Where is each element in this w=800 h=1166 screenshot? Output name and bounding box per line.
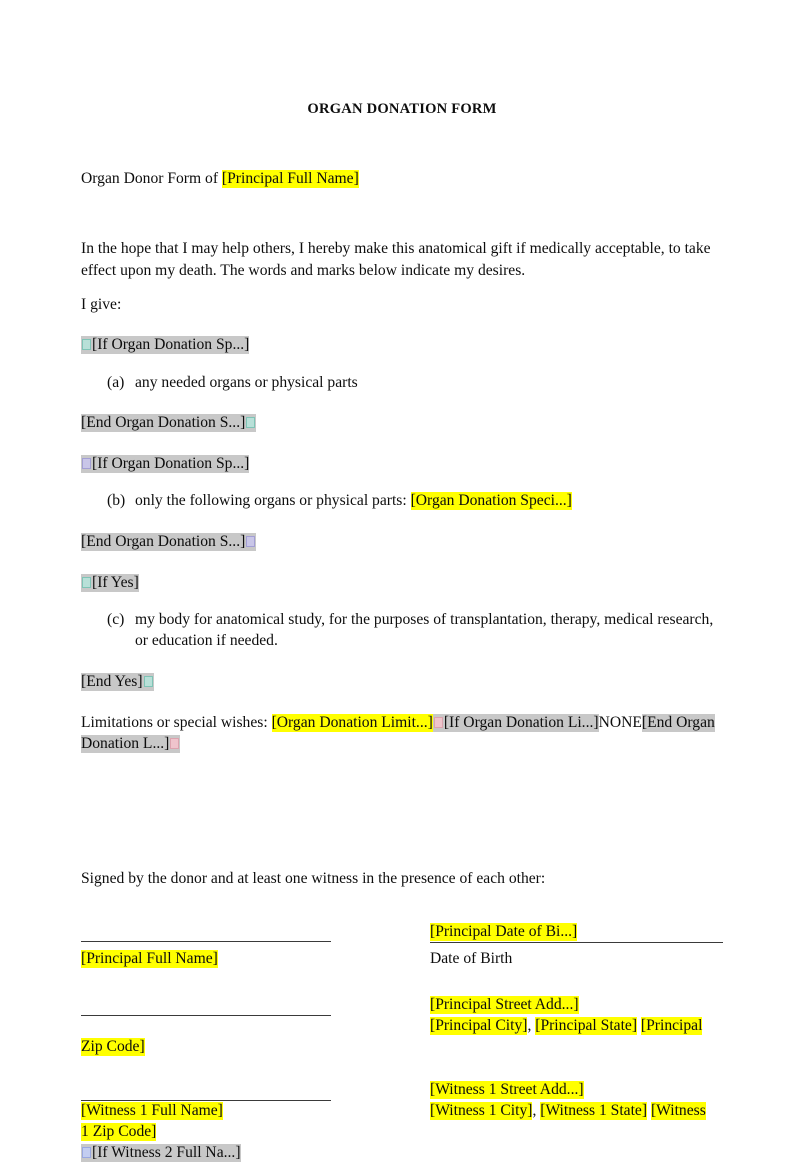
- list-item-c-label: (c): [107, 610, 125, 628]
- conditional-tag-label: [End Organ Donation S...]: [81, 533, 246, 551]
- conditional-tag-row-if-organ-donation-a: [81, 315, 723, 355]
- principal-address-line-group: [81, 994, 331, 1016]
- list-item-b-label: (b): [107, 491, 126, 509]
- city-state-separator: ,: [532, 1102, 541, 1120]
- conditional-tag-label: [End Organ Donation L...]: [81, 714, 715, 753]
- signed-by-statement: Signed by the donor and at least one witness in the presence of each other:: [81, 869, 546, 887]
- field-marker-icon: [144, 676, 153, 687]
- list-item-c: [81, 593, 723, 652]
- principal-signature-line-group: [81, 921, 331, 942]
- witness1-city-field[interactable]: [Witness 1 City]: [430, 1102, 533, 1120]
- principal-full-name-field[interactable]: [Principal Full Name]: [221, 170, 359, 187]
- conditional-tag-if-organ-donation-limitations[interactable]: [433, 714, 599, 732]
- field-marker-icon: [434, 717, 443, 728]
- principal-name-label-group: [81, 948, 331, 969]
- principal-date-of-birth-field[interactable]: [Principal Date of Bi...]: [430, 923, 578, 941]
- list-item-a-label: (a): [107, 373, 125, 391]
- witness1-signature-line-group: [81, 1079, 331, 1101]
- witness1-street-address-field[interactable]: [Witness 1 Street Add...]: [430, 1081, 584, 1099]
- conditional-tag-if-witness-2[interactable]: [81, 1144, 241, 1162]
- principal-dob-line-group: [430, 921, 723, 942]
- conditional-tag-if-organ-donation-a[interactable]: [81, 336, 249, 354]
- field-marker-icon: [82, 577, 91, 588]
- conditional-tag-row-if-witness-2: [81, 1142, 331, 1163]
- i-give-label: I give:: [81, 296, 122, 314]
- list-item-b-description: only the following organs or physical parts:: [135, 491, 411, 509]
- principal-zip-code-field[interactable]: Zip Code]: [81, 1038, 145, 1056]
- witness1-state-field[interactable]: [Witness 1 State]: [540, 1102, 648, 1120]
- limitations-none-text: NONE: [598, 714, 642, 732]
- field-marker-icon: [170, 738, 179, 749]
- conditional-tag-label: [If Organ Donation Sp...]: [92, 454, 250, 472]
- conditional-tag-if-yes[interactable]: [81, 574, 139, 592]
- list-item-a: [81, 356, 723, 393]
- list-item-c-text: my body for anatomical study, for the purposes of transplantation, therapy, medical research, or education if needed.: [135, 610, 714, 650]
- principal-city-field[interactable]: [Principal City]: [430, 1017, 528, 1035]
- principal-street-group: [430, 994, 723, 1015]
- conditional-tag-end-organ-donation-a[interactable]: [81, 414, 256, 432]
- city-state-separator: ,: [527, 1017, 536, 1035]
- conditional-tag-row-if-yes: [81, 553, 723, 593]
- conditional-tag-row-end-organ-donation-a: [81, 393, 723, 433]
- document-body: [81, 0, 723, 1166]
- date-of-birth-label-group: [430, 948, 723, 969]
- conditional-tag-label: [If Organ Donation Sp...]: [92, 336, 250, 354]
- principal-street-address-field[interactable]: [Principal Street Add...]: [430, 996, 579, 1014]
- principal-state-field[interactable]: [Principal State]: [535, 1017, 638, 1035]
- conditional-tag-label: [If Yes]: [92, 573, 139, 591]
- witness1-zip-wrap-group: [81, 1121, 331, 1142]
- witness1-zip-partial-start[interactable]: [Witness: [650, 1102, 706, 1120]
- limitations-line: [81, 692, 723, 755]
- conditional-tag-row-if-organ-donation-b: [81, 434, 723, 474]
- field-marker-icon: [246, 536, 255, 547]
- conditional-tag-row-end-organ-donation-b: [81, 511, 723, 552]
- conditional-tag-label: [If Witness 2 Full Na...]: [92, 1144, 241, 1162]
- principal-city-state-group: [430, 1015, 723, 1036]
- witness1-name-group: [81, 1100, 331, 1121]
- witness1-city-state-group: [430, 1100, 723, 1121]
- limitations-prefix: Limitations or special wishes:: [81, 714, 272, 732]
- field-marker-icon: [82, 1147, 91, 1158]
- principal-full-name-signature-field[interactable]: [Principal Full Name]: [81, 950, 218, 968]
- signature-block: [81, 921, 723, 1166]
- conditional-tag-end-yes[interactable]: [81, 673, 154, 691]
- witness1-full-name-field[interactable]: [Witness 1 Full Name]: [81, 1102, 223, 1120]
- conditional-tag-label: [If Organ Donation Li...]: [443, 714, 599, 732]
- organ-donation-specify-field[interactable]: [Organ Donation Speci...]: [410, 491, 572, 509]
- field-marker-icon: [82, 339, 91, 350]
- date-of-birth-label: Date of Birth: [430, 950, 513, 968]
- list-item-a-text: any needed organs or physical parts: [135, 373, 358, 391]
- page-title: ORGAN DONATION FORM: [307, 101, 497, 117]
- principal-zip-partial-start[interactable]: [Principal: [640, 1017, 703, 1035]
- principal-signature-rule: [81, 941, 331, 942]
- donor-form-intro-line: [81, 118, 723, 189]
- anatomical-gift-paragraph: In the hope that I may help others, I hereby make this anatomical gift if medically acceptable, to take effect upon my death. The words and marks below indicate my desires.: [81, 240, 711, 279]
- principal-zip-wrap-group: [81, 1036, 331, 1057]
- conditional-tag-label: [End Yes]: [81, 672, 143, 690]
- list-item-b: [81, 474, 723, 511]
- conditional-tag-if-organ-donation-b[interactable]: [81, 455, 249, 473]
- witness1-zip-code-field[interactable]: 1 Zip Code]: [81, 1123, 157, 1141]
- field-marker-icon: [246, 417, 255, 428]
- list-item-b-text: [135, 490, 723, 511]
- witness1-street-group: [430, 1079, 723, 1100]
- field-marker-icon: [82, 458, 91, 469]
- conditional-tag-end-organ-donation-b[interactable]: [81, 533, 256, 551]
- organ-donation-limitations-field[interactable]: [Organ Donation Limit...]: [271, 714, 433, 732]
- conditional-tag-row-end-yes: [81, 652, 723, 692]
- conditional-tag-label: [End Organ Donation S...]: [81, 414, 246, 432]
- donor-form-intro-prefix: Organ Donor Form of: [81, 170, 222, 187]
